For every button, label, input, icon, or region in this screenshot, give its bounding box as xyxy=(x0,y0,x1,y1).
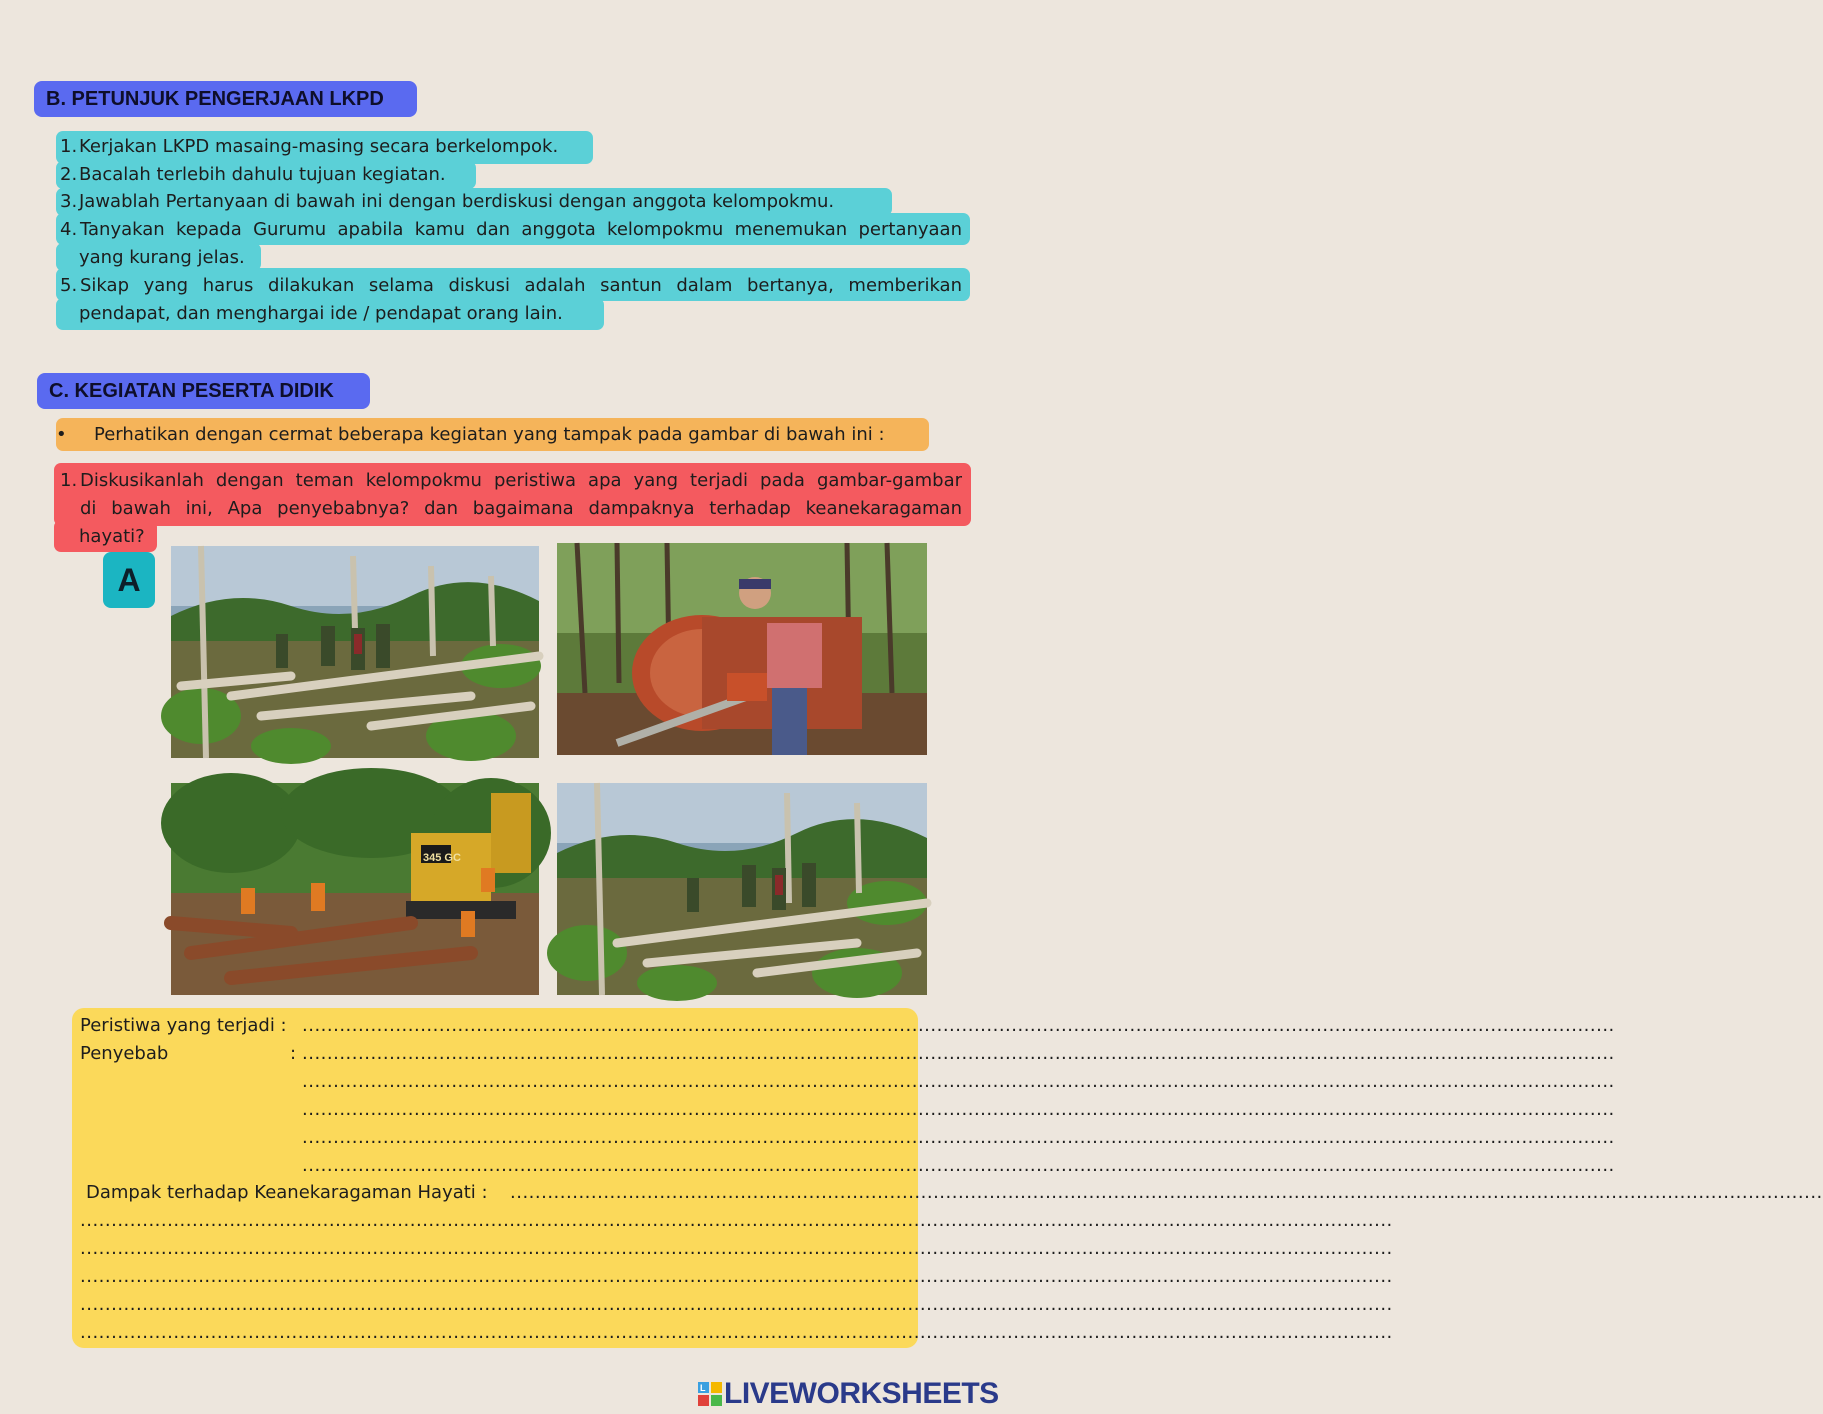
section-b-title: B. PETUNJUK PENGERJAAN LKPD xyxy=(34,81,417,117)
bullet: • xyxy=(56,424,67,445)
dampak-answer-line[interactable]: ................................................................................................................................................................................................................... xyxy=(80,1210,1393,1231)
photo-chainsaw-logging xyxy=(557,543,927,755)
item-number: 4. xyxy=(60,219,78,240)
item-number: 5. xyxy=(60,275,78,296)
penyebab-answer-line[interactable]: ................................................................................................................................................................................................................... xyxy=(302,1155,1615,1176)
item-number: 2. xyxy=(60,164,78,185)
penyebab-answer-line[interactable]: ................................................................................................................................................................................................................... xyxy=(302,1043,1615,1064)
instruction-item-cont: yang kurang jelas. xyxy=(79,247,245,268)
instruction-item-cont: pendapat, dan menghargai ide / pendapat orang lain. xyxy=(79,303,563,324)
section-c-title: C. KEGIATAN PESERTA DIDIK xyxy=(37,373,370,409)
photo-heavy-machinery-logging xyxy=(171,783,539,995)
photo-land-clearing-officers-2 xyxy=(557,783,927,995)
instruction-item: Kerjakan LKPD masaing-masing secara berkelompok. xyxy=(79,136,559,157)
penyebab-label: Penyebab xyxy=(80,1043,169,1064)
question-number: 1. xyxy=(60,470,78,491)
photo-land-clearing-officers xyxy=(171,546,539,758)
machine-label: 345 GC xyxy=(423,852,461,864)
dampak-answer-line[interactable]: ................................................................................................................................................................................................................... xyxy=(80,1238,1393,1259)
question-line: di bawah ini, Apa penyebabnya? dan bagaimana dampaknya terhadap keanekaragaman xyxy=(80,498,962,519)
instruction-item: Tanyakan kepada Gurumu apabila kamu dan anggota kelompokmu menemukan pertanyaan xyxy=(80,219,962,240)
dampak-label: Dampak terhadap Keanekaragaman Hayati : xyxy=(86,1182,488,1203)
instruction-item: Sikap yang harus dilakukan selama diskusi adalah santun dalam bertanya, memberikan xyxy=(80,275,962,296)
dampak-answer-line[interactable]: ................................................................................................................................................................................................................... xyxy=(80,1266,1393,1287)
group-badge: A xyxy=(103,552,155,608)
penyebab-answer-line[interactable]: ................................................................................................................................................................................................................... xyxy=(302,1099,1615,1120)
liveworksheets-brand[interactable]: LIVEWORKSHEETS xyxy=(724,1377,999,1410)
instruction-item: Jawablah Pertanyaan di bawah ini dengan berdiskusi dengan anggota kelompokmu. xyxy=(79,191,835,212)
dampak-answer-line[interactable]: ................................................................................................................................................................................................................... xyxy=(80,1322,1393,1343)
item-number: 1. xyxy=(60,136,78,157)
logo-letter: L xyxy=(700,1383,706,1393)
penyebab-colon: : xyxy=(290,1043,297,1064)
dampak-answer-line[interactable]: ................................................................................................................................................................................................................... xyxy=(80,1294,1393,1315)
penyebab-answer-line[interactable]: ................................................................................................................................................................................................................... xyxy=(302,1071,1615,1092)
penyebab-answer-line[interactable]: ................................................................................................................................................................................................................... xyxy=(302,1127,1615,1148)
liveworksheets-logo-icon xyxy=(698,1382,722,1406)
observe-instruction: Perhatikan dengan cermat beberapa kegiatan yang tampak pada gambar di bawah ini : xyxy=(94,424,885,445)
question-line: Diskusikanlah dengan teman kelompokmu peristiwa apa yang terjadi pada gambar-gambar xyxy=(80,470,962,491)
question-line: hayati? xyxy=(79,526,145,547)
item-number: 3. xyxy=(60,191,78,212)
dampak-answer-line[interactable]: ................................................................................................................................................................................................................... xyxy=(510,1182,1823,1203)
peristiwa-answer-line[interactable]: ................................................................................................................................................................................................................... xyxy=(302,1015,1615,1036)
instruction-item: Bacalah terlebih dahulu tujuan kegiatan. xyxy=(79,164,446,185)
peristiwa-label: Peristiwa yang terjadi : xyxy=(80,1015,287,1036)
